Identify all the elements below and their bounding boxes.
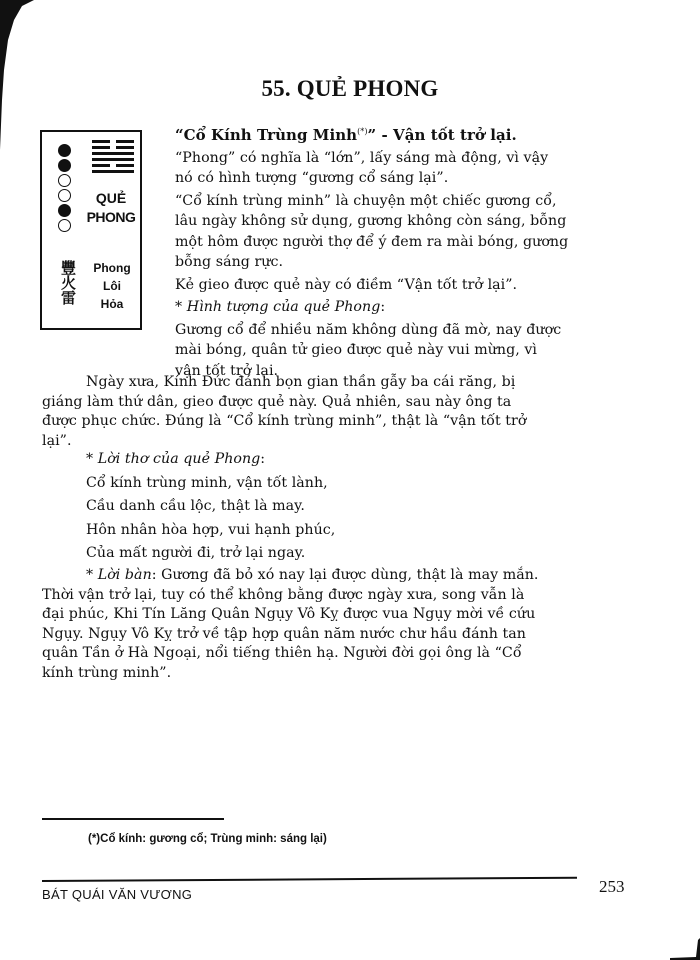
paragraph-line: giáng làm thứ dân, gieo được quẻ này. Quả nhiên, sau này ông ta bbox=[42, 393, 512, 410]
footnote: (*)Cổ kính: gương cổ; Trùng minh: sáng lại) bbox=[88, 833, 327, 845]
commentary-paragraph bbox=[42, 566, 662, 683]
section-heading: * Hình tượng của quẻ Phong: bbox=[175, 299, 386, 315]
scan-shadow-bottom-right bbox=[670, 930, 700, 960]
paragraph-line: Kẻ gieo được quẻ này có điềm “Vận tốt trở lại”. bbox=[175, 276, 518, 293]
paragraph-line: quân Tần ở Hà Ngoại, nổi tiếng thiên hạ. Người đời gọi ông là “Cổ bbox=[42, 645, 522, 661]
paragraph-line: “Cổ kính trùng minh” là chuyện một chiếc gương cổ, bbox=[175, 192, 557, 209]
poem-line: Của mất người đi, trở lại ngay. bbox=[86, 545, 306, 561]
paragraph-line: kính trùng minh”. bbox=[42, 664, 172, 681]
paragraph-line: * Lời bàn: Gương đã bỏ xó nay lại được dùng, thật là may mắn. bbox=[86, 567, 539, 583]
line-dot-icon bbox=[58, 174, 71, 187]
trigram-name: Phong bbox=[93, 261, 131, 275]
paragraph-line: Thời vận trở lại, tuy có thể không bằng được ngày xưa, song vẫn là bbox=[42, 586, 525, 603]
line-dot-icon bbox=[58, 189, 71, 202]
paragraph-line: Gương cổ để nhiều năm không dùng đã mờ, nay được bbox=[175, 321, 562, 338]
footnote-divider bbox=[42, 818, 224, 820]
story-paragraph bbox=[42, 373, 662, 451]
line-dot-icon bbox=[58, 159, 71, 172]
hexagram-icon bbox=[92, 140, 134, 176]
chinese-characters: 豐火雷 bbox=[59, 260, 77, 305]
hexagram-name bbox=[80, 189, 142, 227]
paragraph-line: vận tốt trở lại. bbox=[175, 362, 279, 379]
paragraph-line: được phục chức. Đúng là “Cổ kính trùng minh”, thật là “vận tốt trở bbox=[42, 413, 527, 429]
paragraph-line: “Phong” có nghĩa là “lớn”, lấy sáng mà động, vì vậy bbox=[175, 149, 549, 166]
hexagram-box bbox=[40, 130, 142, 330]
line-dot-icon bbox=[58, 219, 71, 232]
footer-divider bbox=[42, 877, 577, 882]
poem-line: Hôn nhân hòa hợp, vui hạnh phúc, bbox=[86, 521, 336, 538]
trigram-name: Lôi bbox=[103, 279, 121, 293]
paragraph-line: lâu ngày không sử dụng, gương không còn sáng, bỗng bbox=[175, 213, 567, 229]
poem-line: Cầu danh cầu lộc, thật là may. bbox=[86, 498, 305, 514]
paragraph-line: Ngụy. Ngụy Vô Kỵ trở về tập hợp quân năm nước chư hầu đánh tan bbox=[42, 625, 526, 642]
paragraph-line: mài bóng, quân tử gieo được quẻ này vui mừng, vì bbox=[175, 342, 538, 358]
intro-section bbox=[175, 122, 655, 381]
line-dot-icon bbox=[58, 204, 71, 217]
yin-yang-dots bbox=[58, 144, 78, 234]
paragraph-line: nó có hình tượng “gương cổ sáng lại”. bbox=[175, 170, 449, 186]
paragraph-line: lại”. bbox=[42, 432, 72, 449]
poem-section bbox=[86, 448, 646, 566]
running-footer: BÁT QUÁI VĂN VƯƠNG bbox=[42, 887, 193, 902]
paragraph-line: đại phúc, Khi Tín Lăng Quân Ngụy Vô Kỵ được vua Ngụy mời về cứu bbox=[42, 606, 536, 622]
trigram-name: Hỏa bbox=[100, 297, 124, 311]
hexagram-name-line2: PHONG bbox=[86, 209, 136, 225]
poem-line: Cổ kính trùng minh, vận tốt lành, bbox=[86, 474, 328, 491]
scan-shadow-top-left bbox=[0, 0, 40, 150]
page-number: 253 bbox=[599, 877, 625, 896]
poem-heading: * Lời thơ của quẻ Phong: bbox=[86, 451, 266, 467]
footnote-marker: (*) bbox=[357, 127, 368, 136]
trigram-names bbox=[86, 259, 138, 313]
paragraph-line: Ngày xưa, Kính Đức đánh bọn gian thần gẫy ba cái răng, bị bbox=[86, 374, 516, 390]
hexagram-name-line1: QUẺ bbox=[95, 190, 127, 206]
chapter-title: 55. QUẺ PHONG bbox=[261, 76, 439, 101]
line-dot-icon bbox=[58, 144, 71, 157]
subtitle: “Cổ Kính Trùng Minh(*)” - Vận tốt trở lại. bbox=[175, 126, 517, 144]
paragraph-line: một hôm được người thợ để ý đem ra mài bóng, gương bbox=[175, 233, 569, 250]
paragraph-line: bỗng sáng rực. bbox=[175, 254, 284, 270]
